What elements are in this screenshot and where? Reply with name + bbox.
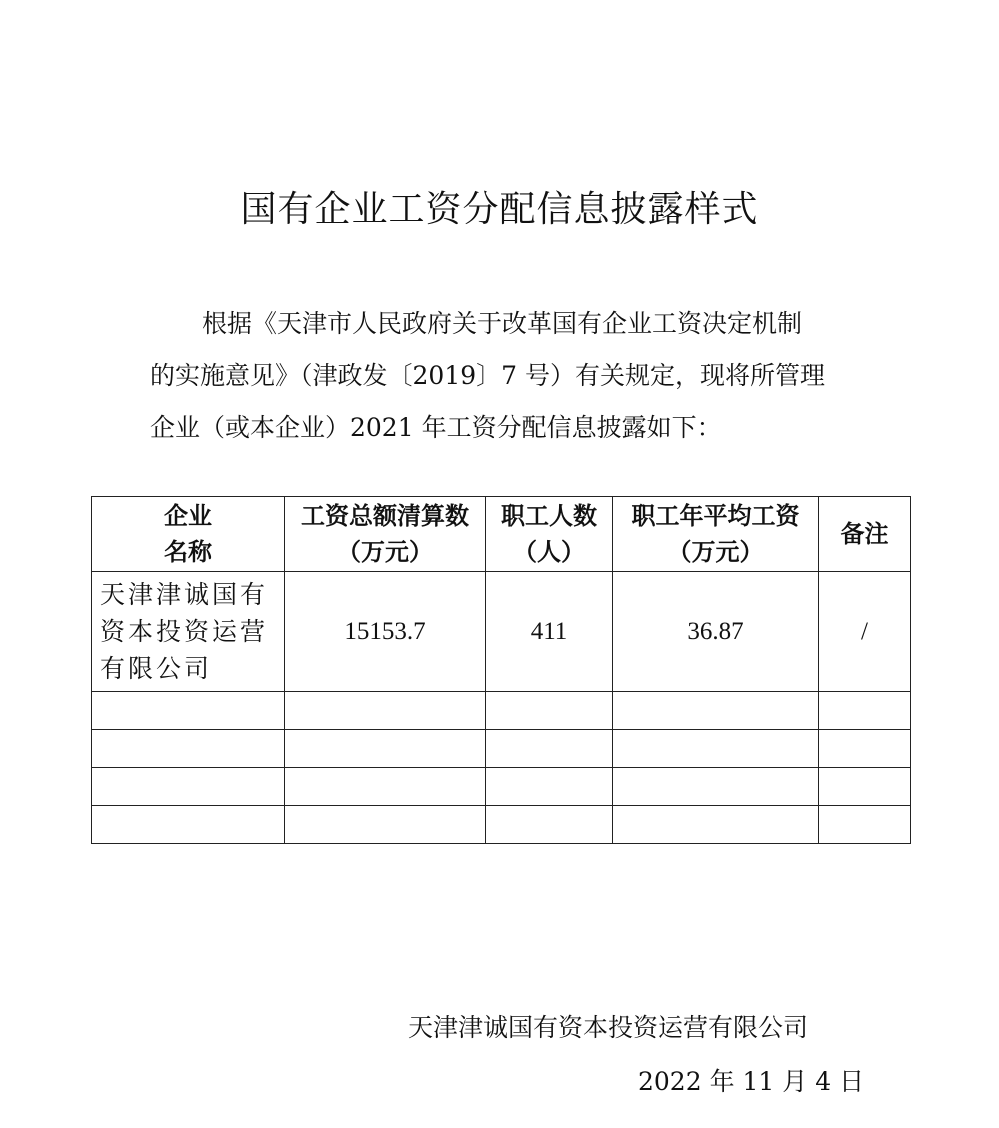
header-average-salary — [613, 497, 819, 572]
header-employees-line2: （人） — [513, 538, 585, 566]
empty-cell — [486, 768, 613, 806]
intro-line-3: 企业（或本企业）2021 年工资分配信息披露如下： — [150, 413, 722, 442]
header-company-name — [92, 497, 285, 572]
header-employees-line1: 职工人数 — [501, 502, 597, 530]
intro-paragraph — [150, 298, 865, 454]
company-name-line1: 天津津诚国有 — [100, 580, 269, 609]
empty-table-row — [92, 692, 911, 730]
empty-cell — [613, 692, 819, 730]
cell-total-salary: 15153.7 — [285, 572, 486, 692]
empty-table-row — [92, 730, 911, 768]
header-remark: 备注 — [819, 497, 911, 572]
header-company-name-line1: 企业 — [164, 502, 212, 530]
cell-employees: 411 — [486, 572, 613, 692]
header-total-salary — [285, 497, 486, 572]
cell-company-name — [92, 572, 285, 692]
footer-organization: 天津津诚国有资本投资运营有限公司 — [408, 1013, 809, 1042]
intro-line-2: 的实施意见》（津政发〔2019〕7 号）有关规定，现将所管理 — [150, 361, 825, 390]
header-average-salary-line2: （万元） — [667, 538, 764, 566]
empty-cell — [486, 692, 613, 730]
empty-cell — [486, 730, 613, 768]
document-title: 国有企业工资分配信息披露样式 — [240, 189, 759, 230]
header-total-salary-line1: 工资总额清算数 — [301, 502, 469, 530]
header-average-salary-line1: 职工年平均工资 — [631, 502, 800, 530]
empty-cell — [819, 692, 911, 730]
salary-disclosure-table — [91, 496, 911, 844]
empty-cell — [486, 806, 613, 844]
header-company-name-line2: 名称 — [164, 538, 212, 566]
header-total-salary-line2: （万元） — [337, 538, 433, 566]
header-employees — [486, 497, 613, 572]
footer-date: 2022 年 11 月 4 日 — [638, 1067, 865, 1096]
empty-cell — [613, 806, 819, 844]
empty-cell — [285, 730, 486, 768]
empty-cell — [613, 730, 819, 768]
empty-cell — [285, 692, 486, 730]
table-header-row — [92, 497, 911, 572]
empty-cell — [92, 768, 285, 806]
empty-table-row — [92, 768, 911, 806]
empty-cell — [819, 806, 911, 844]
company-name-line3: 有限公司 — [100, 654, 213, 683]
intro-line-1: 根据《天津市人民政府关于改革国有企业工资决定机制 — [202, 309, 803, 338]
empty-cell — [285, 768, 486, 806]
empty-table-row — [92, 806, 911, 844]
cell-average-salary: 36.87 — [613, 572, 819, 692]
empty-cell — [92, 806, 285, 844]
empty-cell — [613, 768, 819, 806]
empty-cell — [92, 692, 285, 730]
company-name-line2: 资本投资运营 — [100, 617, 269, 646]
empty-cell — [92, 730, 285, 768]
empty-cell — [819, 768, 911, 806]
empty-cell — [819, 730, 911, 768]
table-row — [92, 572, 911, 692]
empty-cell — [285, 806, 486, 844]
cell-remark: / — [819, 572, 911, 692]
